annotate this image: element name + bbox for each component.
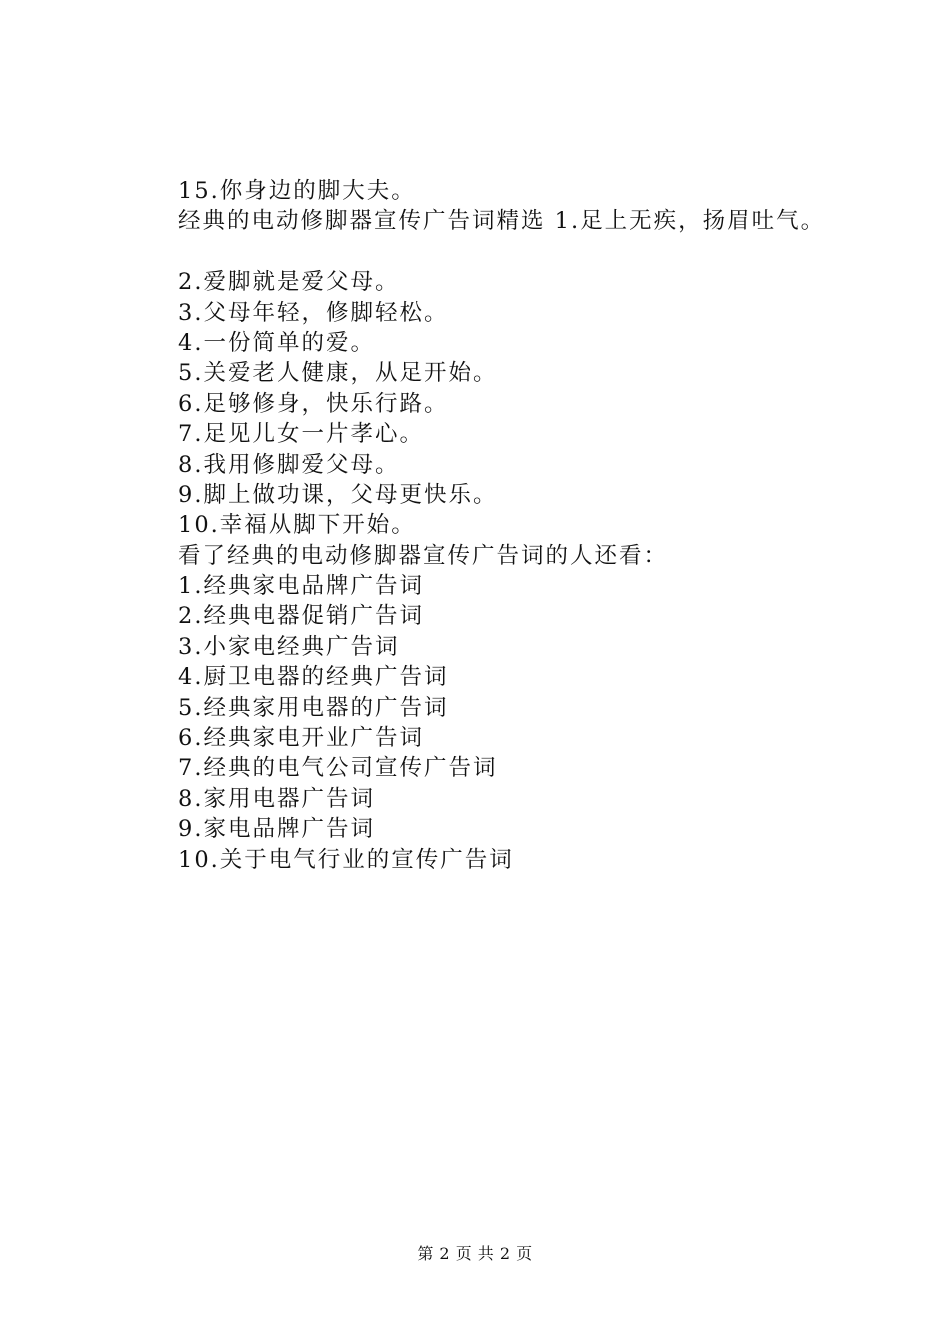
related-item: 8.家用电器广告词 (178, 785, 375, 812)
text-line: 10.幸福从脚下开始。 (178, 512, 416, 539)
related-item: 2.经典电器促销广告词 (178, 603, 424, 630)
related-item: 4.厨卫电器的经典广告词 (178, 664, 449, 691)
related-item: 5.经典家用电器的广告词 (178, 694, 449, 721)
related-item: 3.小家电经典广告词 (178, 633, 400, 660)
document-body (178, 176, 898, 875)
related-item: 1.经典家电品牌广告词 (178, 573, 424, 600)
text-line: 7.足见儿女一片孝心。 (178, 421, 424, 448)
text-line: 4.一份简单的爱。 (178, 329, 375, 356)
text-line: 经典的电动修脚器宣传广告词精选 1.足上无疾，扬眉吐气。 (178, 208, 826, 235)
related-item: 6.经典家电开业广告词 (178, 725, 424, 752)
text-line: 6.足够修身，快乐行路。 (178, 390, 449, 417)
text-line: 5.关爱老人健康，从足开始。 (178, 360, 498, 387)
related-item: 9.家电品牌广告词 (178, 816, 375, 843)
text-line: 2.爱脚就是爱父母。 (178, 269, 400, 296)
text-line: 9.脚上做功课，父母更快乐。 (178, 481, 498, 508)
blank-line (178, 237, 898, 267)
related-item: 7.经典的电气公司宣传广告词 (178, 755, 498, 782)
text-line: 3.父母年轻，修脚轻松。 (178, 299, 449, 326)
section-heading: 看了经典的电动修脚器宣传广告词的人还看： (178, 542, 669, 569)
page-footer: 第 2 页 共 2 页 (417, 1244, 533, 1263)
text-line: 8.我用修脚爱父母。 (178, 451, 400, 478)
text-line: 15.你身边的脚大夫。 (178, 178, 416, 204)
related-item: 10.关于电气行业的宣传广告词 (178, 846, 514, 873)
